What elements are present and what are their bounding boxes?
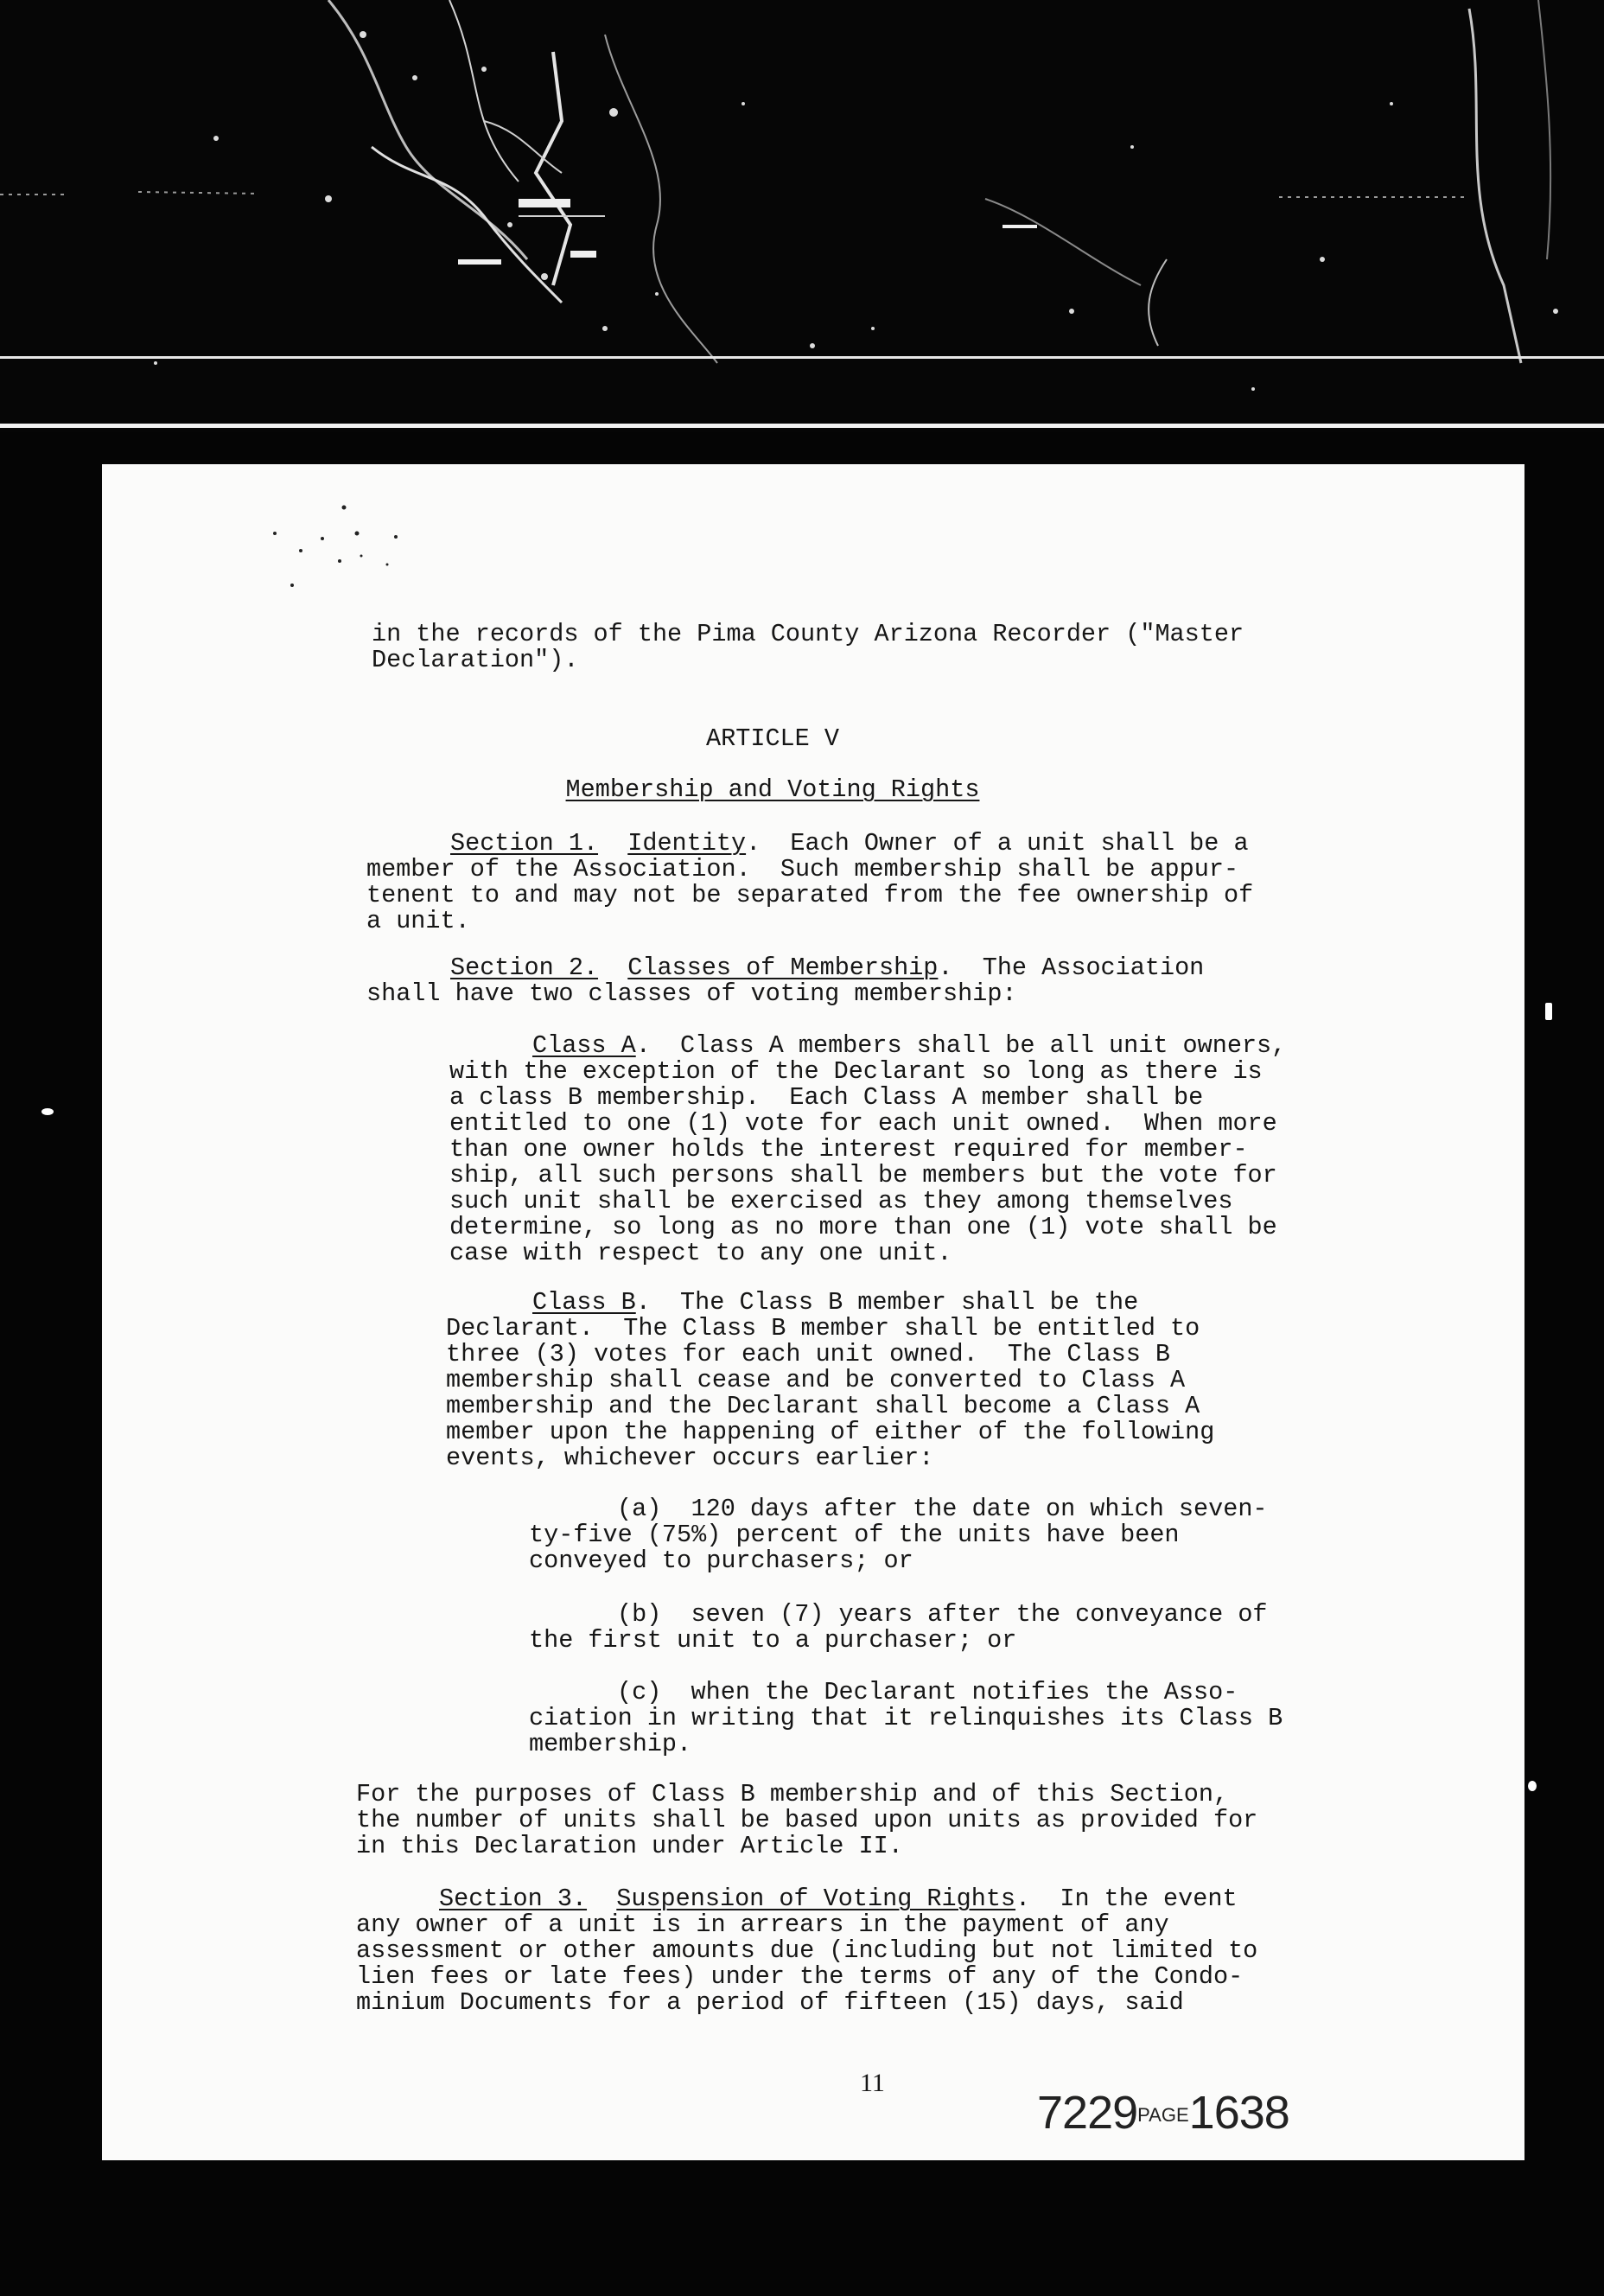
class-a-line: case with respect to any one unit.: [449, 1239, 952, 1267]
section-2-title: Classes of Membership: [627, 953, 939, 982]
scan-border-top: [0, 0, 1604, 432]
class-b-text: . The Class B member shall be the: [635, 1288, 1139, 1317]
stamp-page-number: 1638: [1188, 2087, 1289, 2139]
class-a-line: than one owner holds the interest required for member-: [449, 1135, 1248, 1164]
purposes-line: the number of units shall be based upon units as provided for: [356, 1806, 1258, 1834]
class-a-text: . Class A members shall be all unit owners,: [635, 1031, 1287, 1060]
page-number: 11: [860, 2069, 885, 2097]
section-3-line: minium Documents for a period of fifteen (15) days, said: [356, 1988, 1184, 2017]
section-3-line: any owner of a unit is in arrears in the payment of any: [356, 1910, 1169, 1939]
class-b-line: membership and the Declarant shall become a Class A: [446, 1392, 1200, 1420]
class-a-line: ship, all such persons shall be members but the vote for: [449, 1161, 1277, 1189]
intro-line-1: in the records of the Pima County Arizona Recorder ("Master: [372, 620, 1244, 648]
section-1-line-1: [450, 831, 1249, 857]
class-a-line: determine, so long as no more than one (1) vote shall be: [449, 1213, 1277, 1241]
item-a-line: (a) 120 days after the date on which seven-: [617, 1495, 1268, 1523]
class-a-line: with the exception of the Declarant so long as there is: [449, 1057, 1263, 1086]
item-b-line: the first unit to a purchaser; or: [529, 1626, 1017, 1655]
class-a-line: a class B membership. Each Class A member shall be: [449, 1083, 1204, 1112]
class-b-line: Declarant. The Class B member shall be entitled to: [446, 1314, 1200, 1343]
section-1-text: . Each Owner of a unit shall be a: [746, 829, 1249, 858]
class-b-line: three (3) votes for each unit owned. The Class B: [446, 1340, 1171, 1368]
item-a-line: conveyed to purchasers; or: [529, 1547, 913, 1575]
document-body: [102, 464, 1524, 2160]
scan-speck: [1545, 1003, 1552, 1020]
section-1-line-4: a unit.: [366, 907, 470, 935]
class-b-label: Class B: [532, 1288, 636, 1317]
section-2-label: Section 2.: [450, 953, 599, 982]
item-c-line: (c) when the Declarant notifies the Asso-: [617, 1678, 1238, 1706]
class-a-line: such unit shall be exercised as they among themselves: [449, 1187, 1233, 1215]
article-heading: ARTICLE V: [706, 724, 839, 753]
class-a-line: entitled to one (1) vote for each unit owned. When more: [449, 1109, 1277, 1138]
section-3-label: Section 3.: [439, 1885, 588, 1913]
scan-line-lower: [0, 424, 1604, 428]
document-page: [102, 464, 1524, 2160]
stamp-docket: 7229: [1037, 2087, 1138, 2139]
scan-line-upper: [0, 356, 1604, 359]
section-3-title: Suspension of Voting Rights: [616, 1885, 1016, 1913]
scan-speck: [41, 1108, 54, 1115]
purposes-line: in this Declaration under Article II.: [356, 1832, 903, 1860]
item-a-line: ty-five (75%) percent of the units have been: [529, 1521, 1180, 1549]
article-title: Membership and Voting Rights: [565, 775, 980, 804]
purposes-line: For the purposes of Class B membership and of this Section,: [356, 1780, 1229, 1808]
section-1-label: Section 1.: [450, 829, 599, 858]
recorder-stamp: [1037, 2086, 1289, 2140]
section-1-line-3: tenent to and may not be separated from the fee ownership of: [366, 881, 1254, 909]
section-2-text: . The Association: [938, 953, 1205, 982]
class-b-line: member upon the happening of either of the following: [446, 1418, 1215, 1446]
item-b-line: (b) seven (7) years after the conveyance of: [617, 1600, 1268, 1629]
class-b-line-1: [532, 1290, 1138, 1316]
stamp-page-label: PAGE: [1137, 2104, 1189, 2126]
scan-noise-texture: [0, 0, 1604, 432]
item-c-line: ciation in writing that it relinquishes its Class B: [529, 1704, 1283, 1732]
section-1-title: Identity: [627, 829, 747, 858]
section-3-line: assessment or other amounts due (including but not limited to: [356, 1936, 1258, 1965]
section-3-line: lien fees or late fees) under the terms of any of the Condo-: [356, 1962, 1244, 1991]
intro-line-2: Declaration").: [372, 646, 579, 674]
scan-speck: [1528, 1781, 1537, 1791]
section-2-line-1: [450, 955, 1204, 981]
class-b-line: events, whichever occurs earlier:: [446, 1444, 934, 1472]
class-a-line-1: [532, 1033, 1286, 1059]
item-c-line: membership.: [529, 1730, 692, 1758]
class-b-line: membership shall cease and be converted to Class A: [446, 1366, 1186, 1394]
section-2-line-2: shall have two classes of voting membership:: [366, 979, 1017, 1008]
section-3-text: . In the event: [1015, 1885, 1238, 1913]
class-a-label: Class A: [532, 1031, 636, 1060]
section-3-line-1: [439, 1886, 1238, 1912]
section-1-line-2: member of the Association. Such membership shall be appur-: [366, 855, 1239, 883]
